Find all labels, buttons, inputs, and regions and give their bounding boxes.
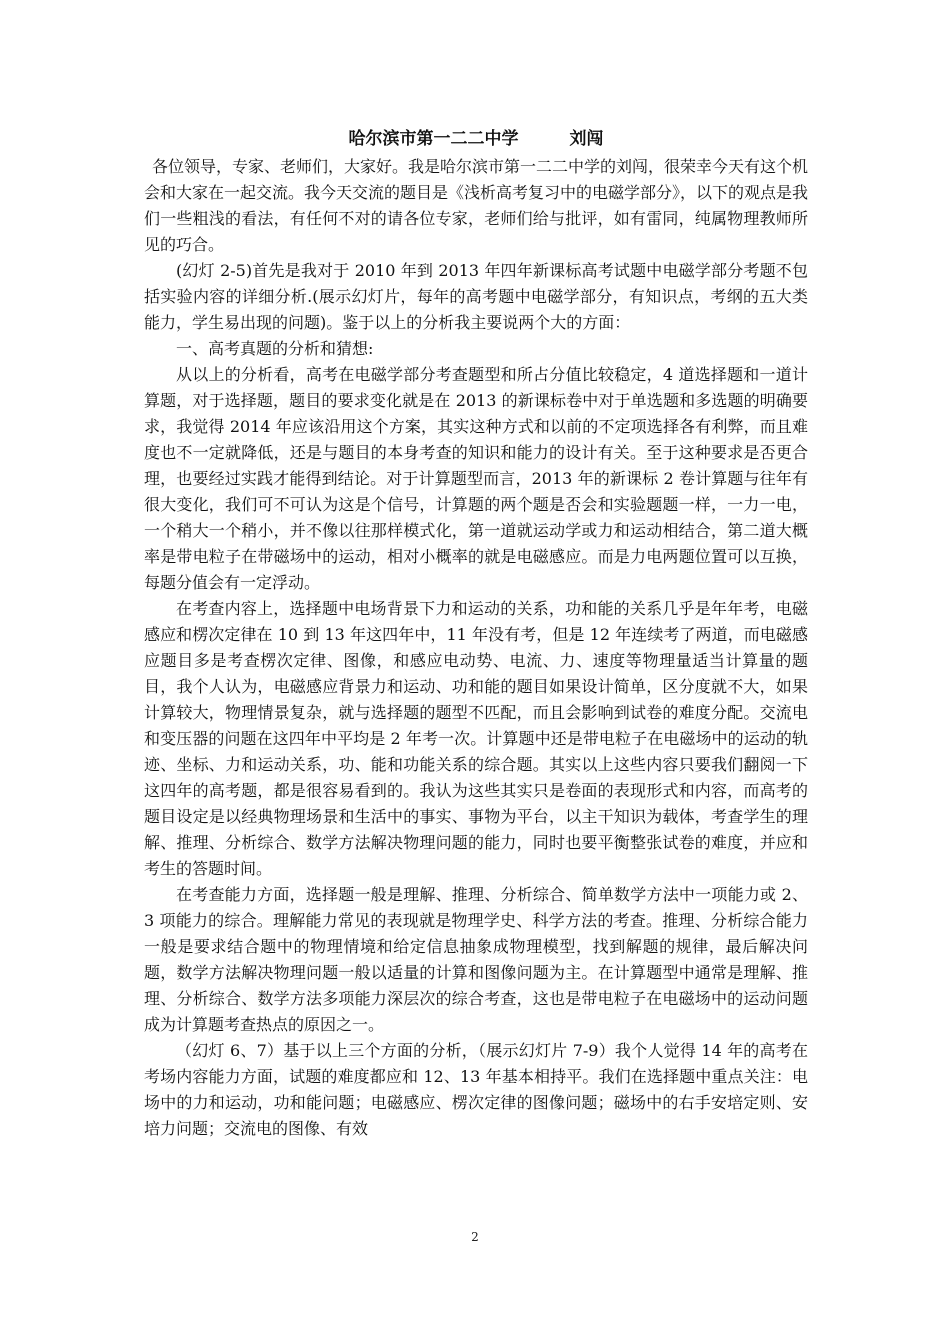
section-heading-1: 一、高考真题的分析和猜想:: [176, 339, 374, 358]
paragraph-analysis-intro: (幻灯 2-5)首先是我对于 2010 年到 2013 年四年新课标高考试题中电磁学部分考题不包括实验内容的详细分析.(展示幻灯片，每年的高考题中电磁学部分，有知识点，考纲的五大类能力，学生易出现的问题)。鉴于以上的分析我主要说两个大的方面：: [144, 261, 808, 332]
document-body: [144, 124, 808, 1142]
paragraph-content: 在考查内容上，选择题中电场背景下力和运动的关系，功和能的关系几乎是年年考，电磁感应和楞次定律在 10 到 13 年这四年中，11 年没有考，但是 12 年连续考了两道，而电磁感应题目多是考查楞次定律、图像，和感应电动势、电流、力、速度等物理量适当计算量的题目，我个人认为，电磁感应背景力和运动、功和能的题目如果设计简单，区分度就不大，如果计算较大，物理情景复杂，就与选择题的题型不匹配，而且会影响到试卷的难度分配。交流电和变压器的问题在这四年中平均是 2 年考一次。计算题中还是带电粒子在电磁场中的运动的轨迹、坐标、力和运动关系，功、能和功能关系的综合题。其实以上这些内容只要我们翻阅一下这四年的高考题，都是很容易看到的。我认为这些其实只是卷面的表现形式和内容，而高考的题目设定是以经典物理场景和生活中的事实、事物为平台，以主干知识为载体，考查学生的理解、推理、分析综合、数学方法解决物理问题的能力，同时也要平衡整张试卷的难度，并应和考生的答题时间。: [144, 599, 808, 878]
paragraph-greeting: 各位领导，专家、老师们，大家好。我是哈尔滨市第一二二中学的刘闯，很荣幸今天有这个机会和大家在一起交流。我今天交流的题目是《浅析高考复习中的电磁学部分》，以下的观点是我们一些粗浅的看法，有任何不对的请各位专家，老师们给与批评，如有雷同，纯属物理教师所见的巧合。: [144, 157, 809, 254]
page-number: 2: [471, 1230, 479, 1244]
paragraph-abilities: 在考查能力方面，选择题一般是理解、推理、分析综合、简单数学方法中一项能力或 2、3 项能力的综合。理解能力常见的表现就是物理学史、科学方法的考查。推理、分析综合能力一般是要求结合题中的物理情境和给定信息抽象成物理模型，找到解题的规律，最后解决问题，数学方法解决物理问题一般以适量的计算和图像问题为主。在计算题型中通常是理解、推理、分析综合、数学方法多项能力深层次的综合考查，这也是带电粒子在电磁场中的运动问题成为计算题考查热点的原因之一。: [144, 885, 808, 1034]
paragraph-question-types: 从以上的分析看，高考在电磁学部分考查题型和所占分值比较稳定，4 道选择题和一道计算题，对于选择题，题目的要求变化就是在 2013 的新课标卷中对于单选题和多选题的明确要求，我觉得 2014 年应该沿用这个方案，其实这种方式和以前的不定项选择各有利弊，而且难度也不一定就降低，还是与题目的本身考查的知识和能力的设计有关。至于这种要求是否更合理，也要经过实践才能得到结论。对于计算题型而言，2013 年的新课标 2 卷计算题与往年有很大变化，我们可不可认为这是个信号，计算题的两个题是否会和实验题题一样，一力一电，一个稍大一个稍小，并不像以往那样模式化，第一道就运动学或力和运动相结合，第二道大概率是带电粒子在带磁场中的运动，相对小概率的就是电磁感应。而是力电两题位置可以互换，每题分值会有一定浮动。: [144, 365, 808, 592]
document-heading: 哈尔滨市第一二二中学 刘闯: [348, 129, 604, 149]
paragraph-slides-6-7: （幻灯 6、7）基于以上三个方面的分析，（展示幻灯片 7-9）我个人觉得 14 年的高考在考场内容能力方面，试题的难度都应和 12、13 年基本相持平。我们在选择题中重点关注：电场中的力和运动，功和能问题；电磁感应、楞次定律的图像问题；磁场中的右手安培定则、安培力问题；交流电的图像、有效: [144, 1041, 808, 1138]
